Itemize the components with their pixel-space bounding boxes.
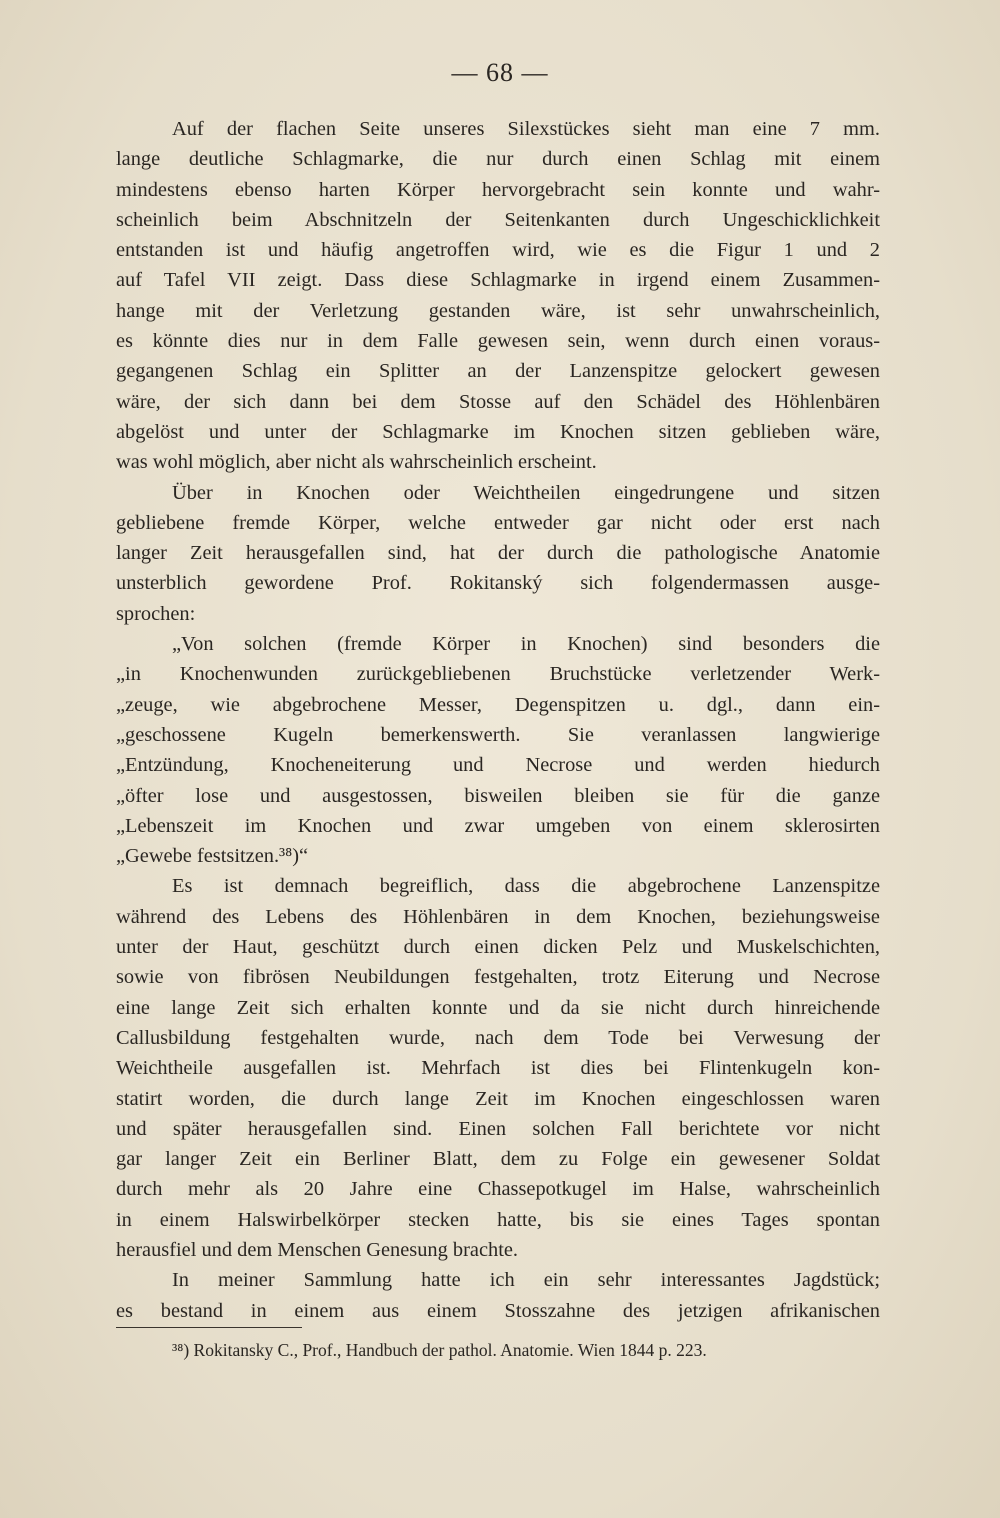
text-line: sprochen: bbox=[116, 602, 196, 625]
text-line: gar langer Zeit ein Berliner Blatt, dem zu Folge ein gewesener Soldat bbox=[116, 1148, 880, 1171]
text-line: „öfter lose und ausgestossen, bisweilen bleiben sie für die ganze bbox=[116, 784, 880, 807]
text-line: es könnte dies nur in dem Falle gewesen sein, wenn durch einen voraus- bbox=[116, 330, 880, 353]
text-line: Es ist demnach begreiflich, dass die abgebrochene Lanzenspitze bbox=[172, 875, 880, 898]
text-line: In meiner Sammlung hatte ich ein sehr interessantes Jagdstück; bbox=[172, 1269, 880, 1292]
text-line: langer Zeit herausgefallen sind, hat der durch die pathologische Anatomie bbox=[116, 542, 880, 565]
text-line: „zeuge, wie abgebrochene Messer, Degenspitzen u. dgl., dann ein- bbox=[116, 693, 880, 716]
text-line: und später herausgefallen sind. Einen solchen Fall berichtete vor nicht bbox=[116, 1117, 880, 1140]
text-line: auf Tafel VII zeigt. Dass diese Schlagmarke in irgend einem Zusammen- bbox=[116, 269, 880, 292]
text-line: unsterblich gewordene Prof. Rokitanský sich folgendermassen ausge- bbox=[116, 572, 880, 595]
body-text bbox=[116, 114, 880, 1326]
text-line: gegangenen Schlag ein Splitter an der Lanzenspitze gelockert gewesen bbox=[116, 360, 880, 383]
text-line: „Entzündung, Knocheneiterung und Necrose und werden hiedurch bbox=[116, 754, 880, 777]
text-line: abgelöst und unter der Schlagmarke im Knochen sitzen geblieben wäre, bbox=[116, 420, 880, 443]
text-line: „Lebenszeit im Knochen und zwar umgeben von einem sklerosirten bbox=[116, 814, 880, 837]
text-line: unter der Haut, geschützt durch einen dicken Pelz und Muskelschichten, bbox=[116, 936, 880, 959]
text-line: mindestens ebenso harten Körper hervorgebracht sein konnte und wahr- bbox=[116, 178, 880, 201]
text-line: Weichtheile ausgefallen ist. Mehrfach ist dies bei Flintenkugeln kon- bbox=[116, 1057, 880, 1080]
text-line: es bestand in einem aus einem Stosszahne des jetzigen afrikanischen bbox=[116, 1299, 880, 1322]
text-line: „geschossene Kugeln bemerkenswerth. Sie veranlassen langwierige bbox=[116, 723, 880, 746]
text-line: Auf der flachen Seite unseres Silexstückes sieht man eine 7 mm. bbox=[172, 118, 880, 140]
text-line: was wohl möglich, aber nicht als wahrscheinlich erscheint. bbox=[116, 451, 597, 474]
text-line: sowie von fibrösen Neubildungen festgehalten, trotz Eiterung und Necrose bbox=[116, 966, 880, 989]
text-line: eine lange Zeit sich erhalten konnte und da sie nicht durch hinreichende bbox=[116, 996, 880, 1019]
text-line: scheinlich beim Abschnitzeln der Seitenkanten durch Ungeschicklichkeit bbox=[116, 208, 880, 231]
text-line: Über in Knochen oder Weichtheilen eingedrungene und sitzen bbox=[172, 481, 880, 504]
footnote-rule bbox=[116, 1327, 302, 1328]
text-line: „in Knochenwunden zurückgebliebenen Bruchstücke verletzender Werk- bbox=[116, 663, 880, 686]
text-line: während des Lebens des Höhlenbären in dem Knochen, beziehungsweise bbox=[116, 905, 880, 928]
text-line: gebliebene fremde Körper, welche entweder gar nicht oder erst nach bbox=[116, 511, 880, 534]
text-line: hange mit der Verletzung gestanden wäre, ist sehr unwahrscheinlich, bbox=[116, 299, 880, 322]
text-line: statirt worden, die durch lange Zeit im Knochen eingeschlossen waren bbox=[116, 1087, 880, 1110]
text-line: wäre, der sich dann bei dem Stosse auf den Schädel des Höhlenbären bbox=[116, 390, 880, 413]
text-line: „Gewebe festsitzen.³⁸)“ bbox=[116, 845, 309, 868]
text-line: entstanden ist und häufig angetroffen wird, wie es die Figur 1 und 2 bbox=[116, 239, 880, 262]
text-line: Callusbildung festgehalten wurde, nach dem Tode bei Verwesung der bbox=[116, 1026, 880, 1049]
page-number: — 68 — bbox=[451, 58, 549, 87]
text-line: durch mehr als 20 Jahre eine Chassepotkugel im Halse, wahrscheinlich bbox=[116, 1178, 880, 1201]
text-line: in einem Halswirbelkörper stecken hatte, bis sie eines Tages spontan bbox=[116, 1208, 880, 1231]
text-line: herausfiel und dem Menschen Genesung brachte. bbox=[116, 1238, 519, 1261]
text-line: „Von solchen (fremde Körper in Knochen) sind besonders die bbox=[172, 633, 880, 656]
footnote: ³⁸) Rokitansky C., Prof., Handbuch der pathol. Anatomie. Wien 1844 p. 223. bbox=[172, 1340, 707, 1360]
text-line: lange deutliche Schlagmarke, die nur durch einen Schlag mit einem bbox=[116, 148, 880, 171]
